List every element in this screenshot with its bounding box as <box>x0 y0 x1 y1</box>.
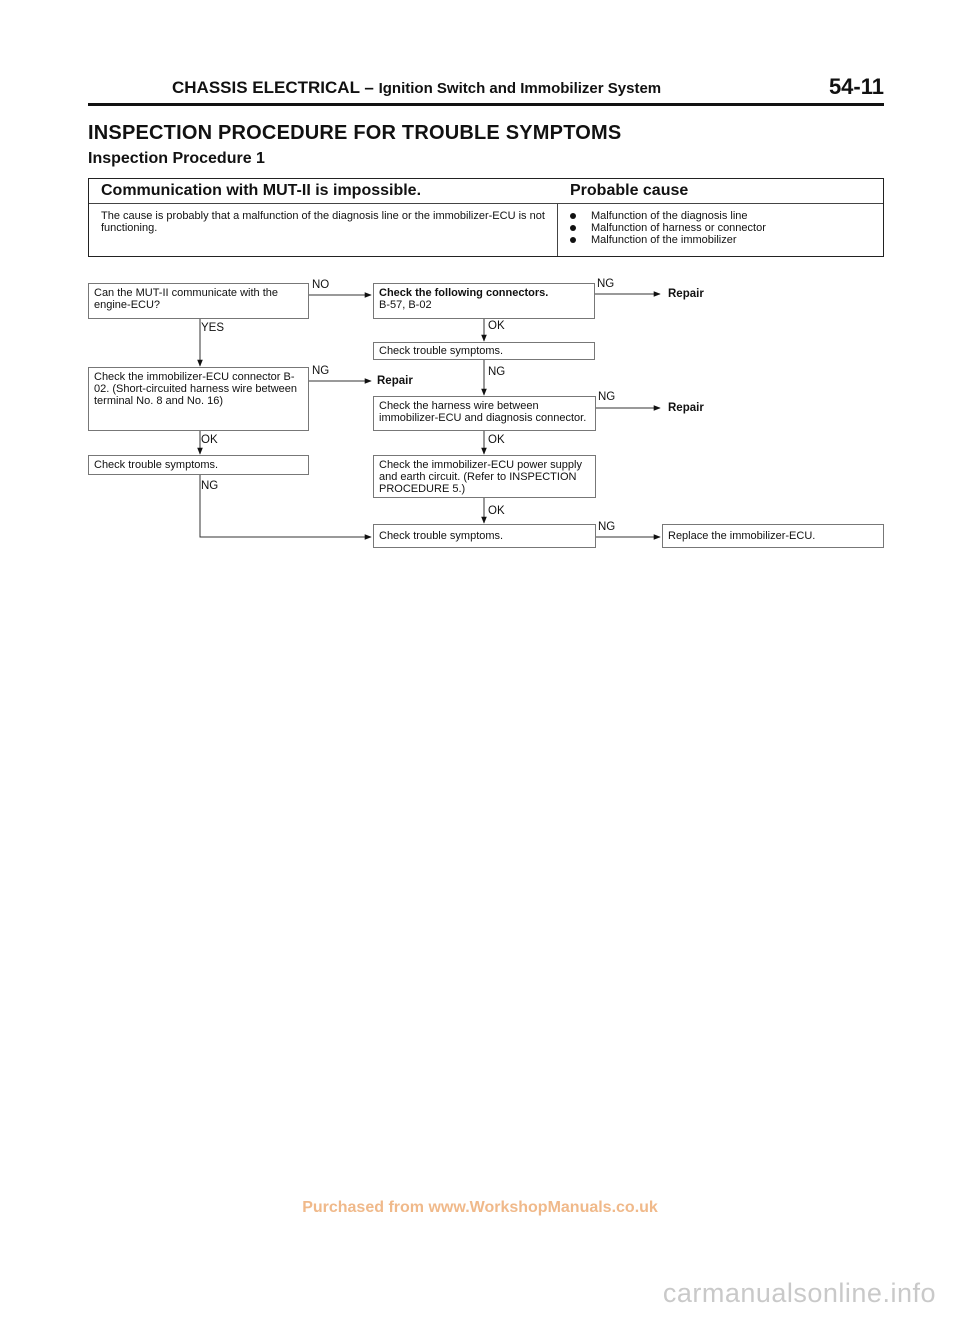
label-ng: NG <box>488 366 506 378</box>
subsection-name: Ignition Switch and Immobilizer System <box>378 80 662 97</box>
label-ng: NG <box>598 391 616 403</box>
check-symptoms-box-1: Check trouble symptoms. <box>373 342 595 360</box>
check-connectors-list: B-57, B-02 <box>379 299 432 311</box>
section-dash: – <box>364 78 374 97</box>
purchase-link[interactable]: Purchased from www.WorkshopManuals.co.uk <box>302 1199 658 1216</box>
ng-arrow-2 <box>200 475 371 537</box>
label-ng: NG <box>598 521 616 533</box>
label-ok: OK <box>488 505 505 517</box>
label-no: NO <box>312 279 330 291</box>
check-power-supply-box: Check the immobilizer-ECU power supply and earth circuit. (Refer to INSPECTION PROCEDURE 5.) <box>373 455 596 498</box>
cause-description: The cause is probably that a malfunction of the diagnosis line or the immobilizer-ECU is not functioning. <box>101 210 545 234</box>
label-repair: Repair <box>668 402 704 414</box>
label-ng: NG <box>312 365 330 377</box>
check-symptoms-box-2: Check trouble symptoms. <box>373 524 596 548</box>
label-ng: NG <box>201 480 219 492</box>
cause-item-text: Malfunction of the immobilizer <box>591 234 737 246</box>
section-name: CHASSIS ELECTRICAL <box>172 78 360 97</box>
label-repair: Repair <box>668 288 704 300</box>
check-symptoms-box-left: Check trouble symptoms. <box>88 455 309 475</box>
label-ok: OK <box>488 320 505 332</box>
label-yes: YES <box>201 322 225 334</box>
cause-item-text: Malfunction of harness or connector <box>591 222 766 234</box>
check-ecu-connector-box: Check the immobilizer-ECU connector B-02. (Short-circuited harness wire between terminal No. 8 and No. 16) <box>88 367 309 431</box>
check-connectors-title: Check the following connectors. <box>379 287 549 299</box>
page-title: INSPECTION PROCEDURE FOR TROUBLE SYMPTOMS <box>88 122 622 144</box>
check-connectors-box <box>373 283 595 319</box>
label-ok: OK <box>201 434 218 446</box>
symptom-heading: Communication with MUT-II is impossible. <box>101 182 422 199</box>
page-number: 54-11 <box>828 74 884 99</box>
cause-item-text: Malfunction of the diagnosis line <box>591 210 748 222</box>
procedure-title: Inspection Procedure 1 <box>88 150 265 167</box>
probable-cause-heading: Probable cause <box>570 182 689 199</box>
mut-communicate-question: Can the MUT-II communicate with the engine-ECU? <box>88 283 309 319</box>
label-ng: NG <box>597 278 615 290</box>
check-harness-box: Check the harness wire between immobilizer-ECU and diagnosis connector. <box>373 396 596 431</box>
replace-ecu-box: Replace the immobilizer-ECU. <box>662 524 884 548</box>
label-ok: OK <box>488 434 505 446</box>
label-repair: Repair <box>377 375 413 387</box>
watermark: carmanualsonline.info <box>662 1278 936 1308</box>
